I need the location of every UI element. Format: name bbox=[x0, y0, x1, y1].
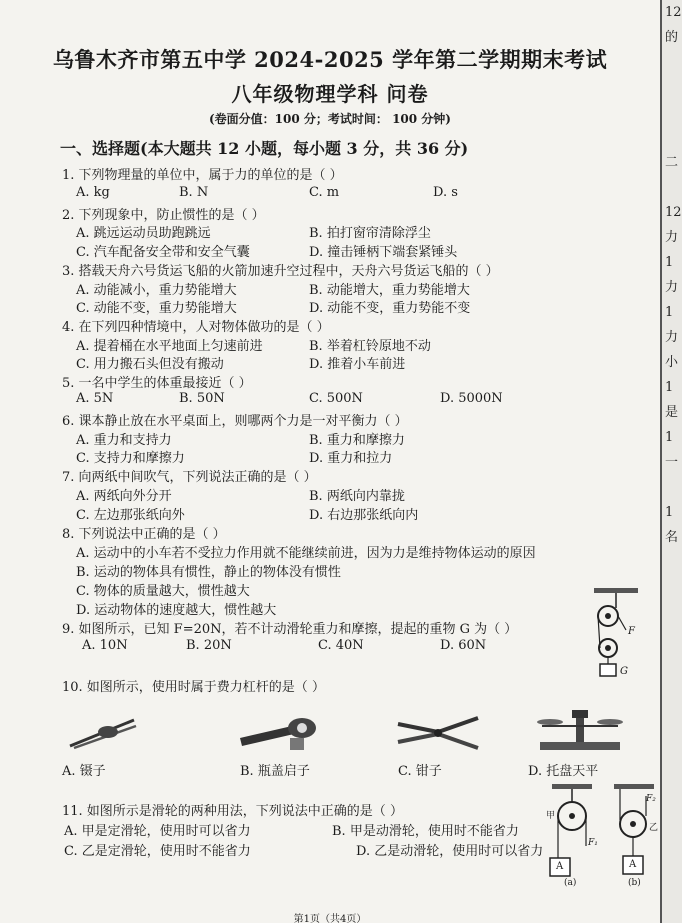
q7-option-b: B. 两纸向内靠拢 bbox=[309, 489, 405, 504]
pliers-image bbox=[394, 712, 480, 754]
q9-fig-label-f: F bbox=[628, 626, 635, 637]
q9-option-a: A. 10N bbox=[82, 638, 128, 653]
q11-fig-box-a: A bbox=[556, 861, 564, 872]
q11-stem: 11. 如图所示是滑轮的两种用法，下列说法中正确的是（ ） bbox=[62, 804, 403, 819]
q2-option-d: D. 撞击锤柄下端套紧锤头 bbox=[309, 245, 458, 260]
edge-text-line: 力 bbox=[665, 280, 679, 295]
q4-stem: 4. 在下列四种情境中，人对物体做功的是（ ） bbox=[62, 320, 330, 335]
q7-option-d: D. 右边那张纸向内 bbox=[309, 508, 419, 523]
edge-text-line: 1 bbox=[665, 305, 674, 320]
edge-text-line: 1 bbox=[665, 255, 674, 270]
edge-text-line bbox=[662, 75, 682, 100]
q10-option-d: D. 托盘天平 bbox=[528, 764, 599, 779]
q11-option-c: C. 乙是定滑轮，使用时不能省力 bbox=[64, 844, 251, 859]
q1-option-b: B. N bbox=[179, 185, 209, 200]
q9-fig-label-g: G bbox=[620, 666, 628, 677]
edge-text-line: 1 bbox=[665, 430, 674, 445]
q2-option-c: C. 汽车配备安全带和安全气囊 bbox=[76, 245, 250, 260]
q5-option-c: C. 500N bbox=[309, 391, 363, 406]
edge-text-line: 二 bbox=[665, 155, 679, 170]
q1-option-c: C. m bbox=[309, 185, 340, 200]
q11-fig-caption-a: (a) bbox=[564, 878, 577, 888]
q9-option-c: C. 40N bbox=[318, 638, 364, 653]
edge-text-line: 的 bbox=[665, 30, 679, 45]
q5-option-a: A. 5N bbox=[76, 391, 114, 406]
q5-option-b: B. 50N bbox=[179, 391, 225, 406]
page-footer: 第1页（共4页） bbox=[293, 914, 367, 923]
edge-text-line: 1 bbox=[665, 380, 674, 395]
edge-text-line: 12 bbox=[665, 5, 682, 20]
tweezers-image bbox=[64, 712, 144, 752]
q8-option-c: C. 物体的质量越大，惯性越大 bbox=[76, 584, 250, 599]
q11-fig-label-f2: F₂ bbox=[646, 794, 656, 804]
q2-stem: 2. 下列现象中，防止惯性的是（ ） bbox=[62, 208, 265, 223]
edge-text-line bbox=[662, 175, 682, 200]
q4-option-c: C. 用力搬石头但没有搬动 bbox=[76, 357, 224, 372]
q6-option-b: B. 重力和摩擦力 bbox=[309, 433, 405, 448]
bottle-opener-image bbox=[232, 712, 322, 756]
q2-option-a: A. 跳远运动员助跑跳远 bbox=[76, 226, 211, 241]
edge-text-line bbox=[662, 475, 682, 500]
q11-fig-caption-b: (b) bbox=[628, 878, 641, 888]
q8-option-b: B. 运动的物体具有惯性，静止的物体没有惯性 bbox=[76, 565, 341, 580]
next-page-edge bbox=[660, 0, 682, 923]
edge-text-line: 名 bbox=[665, 530, 679, 545]
edge-text-line: 力 bbox=[665, 230, 679, 245]
q4-option-a: A. 提着桶在水平地面上匀速前进 bbox=[76, 339, 263, 354]
q7-option-c: C. 左边那张纸向外 bbox=[76, 508, 185, 523]
edge-text-line: 12 bbox=[665, 205, 682, 220]
q6-stem: 6. 课本静止放在水平桌面上，则哪两个力是一对平衡力（ ） bbox=[62, 414, 408, 429]
q4-option-d: D. 推着小车前进 bbox=[309, 357, 406, 372]
exam-subtitle: 八年级物理学科 问卷 bbox=[231, 82, 429, 106]
q4-option-b: B. 举着杠铃原地不动 bbox=[309, 339, 431, 354]
q6-option-a: A. 重力和支持力 bbox=[76, 433, 172, 448]
q11-fig-label-jia: 甲 bbox=[546, 811, 556, 821]
q10-stem: 10. 如图所示，使用时属于费力杠杆的是（ ） bbox=[62, 680, 325, 695]
q11-pulley-a-figure bbox=[546, 782, 598, 890]
edge-text-line bbox=[662, 50, 682, 75]
q11-fig-box-b: A bbox=[629, 859, 637, 870]
q8-stem: 8. 下列说法中正确的是（ ） bbox=[62, 527, 226, 542]
edge-text-line bbox=[662, 125, 682, 150]
q3-option-b: B. 动能增大，重力势能增大 bbox=[309, 283, 470, 298]
q6-option-d: D. 重力和拉力 bbox=[309, 451, 393, 466]
q9-stem: 9. 如图所示，已知 F=20N，若不计动滑轮重力和摩擦，提起的重物 G 为（ ） bbox=[62, 622, 518, 637]
q11-fig-label-yi: 乙 bbox=[649, 823, 659, 833]
q1-stem: 1. 下列物理量的单位中，属于力的单位的是（ ） bbox=[62, 168, 343, 183]
edge-text-line: 是 bbox=[665, 405, 679, 420]
q9-pulley-figure bbox=[588, 586, 648, 682]
q5-stem: 5. 一名中学生的体重最接近（ ） bbox=[62, 376, 252, 391]
q11-option-a: A. 甲是定滑轮，使用时可以省力 bbox=[64, 824, 251, 839]
q1-option-a: A. kg bbox=[76, 185, 110, 200]
q3-option-a: A. 动能减小，重力势能增大 bbox=[76, 283, 237, 298]
q10-option-a: A. 镊子 bbox=[62, 764, 106, 779]
edge-text-line bbox=[662, 100, 682, 125]
balance-scale-image bbox=[532, 706, 628, 754]
q7-stem: 7. 向两纸中间吹气，下列说法正确的是（ ） bbox=[62, 470, 317, 485]
edge-text-line: 力 bbox=[665, 330, 679, 345]
q1-option-d: D. s bbox=[433, 185, 458, 200]
exam-title: 乌鲁木齐市第五中学 2024-2025 学年第二学期期末考试 bbox=[52, 47, 608, 72]
q9-option-b: B. 20N bbox=[186, 638, 232, 653]
q8-option-d: D. 运动物体的速度越大，惯性越大 bbox=[76, 603, 277, 618]
q11-option-d: D. 乙是动滑轮，使用时可以省力 bbox=[356, 844, 544, 859]
q10-option-c: C. 钳子 bbox=[398, 764, 442, 779]
edge-text-line: 小 bbox=[665, 355, 679, 370]
edge-text-line: 一 bbox=[665, 455, 679, 470]
q8-option-a: A. 运动中的小车若不受拉力作用就不能继续前进，因为力是维持物体运动的原因 bbox=[76, 546, 536, 561]
q3-option-c: C. 动能不变，重力势能增大 bbox=[76, 301, 237, 316]
section-heading: 一、选择题(本大题共 12 小题，每小题 3 分，共 36 分) bbox=[60, 139, 469, 158]
q6-option-c: C. 支持力和摩擦力 bbox=[76, 451, 185, 466]
q7-option-a: A. 两纸向外分开 bbox=[76, 489, 172, 504]
q11-pulley-b-figure bbox=[612, 782, 658, 890]
q2-option-b: B. 拍打窗帘清除浮尘 bbox=[309, 226, 431, 241]
q10-option-b: B. 瓶盖启子 bbox=[240, 764, 310, 779]
edge-text-line: 1 bbox=[665, 505, 674, 520]
q11-fig-label-f1: F₁ bbox=[588, 838, 598, 848]
q3-stem: 3. 搭载天舟六号货运飞船的火箭加速升空过程中，天舟六号货运飞船的（ ） bbox=[62, 264, 499, 279]
exam-meta: (卷面分值：100 分；考试时间： 100 分钟) bbox=[209, 112, 451, 126]
q9-option-d: D. 60N bbox=[440, 638, 487, 653]
q5-option-d: D. 5000N bbox=[440, 391, 503, 406]
q3-option-d: D. 动能不变，重力势能不变 bbox=[309, 301, 471, 316]
q11-option-b: B. 甲是动滑轮，使用时不能省力 bbox=[332, 824, 519, 839]
